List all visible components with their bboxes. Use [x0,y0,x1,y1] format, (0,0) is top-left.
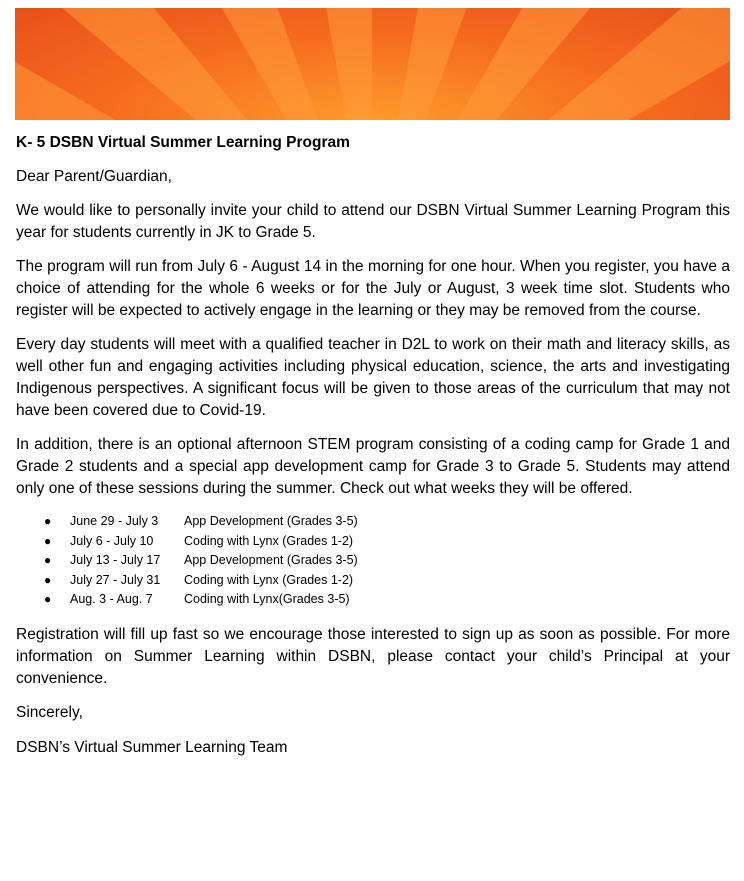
week-program: App Development (Grades 3-5) [184,553,358,567]
signoff: Sincerely, [16,703,83,721]
week-dates: July 6 - July 10 [70,533,154,548]
list-item [44,551,730,571]
bullet-icon: ● [44,514,52,528]
bullet-icon: ● [44,553,52,567]
week-dates: July 13 - July 17 [70,553,161,567]
paragraph-schedule: The program will run from July 6 - August 14 in the morning for one hour. When you register, you have a choice of attending for the whole 6 weeks or for the July or August, 3 week time slot. Students who register will be expected to actively engage in the learning or they may be removed from the course. [16,258,730,319]
bullet-icon: ● [44,533,52,548]
week-dates: Aug. 3 - Aug. 7 [70,592,153,606]
week-program: App Development (Grades 3-5) [184,514,358,528]
paragraph-invitation: We would like to personally invite your child to attend our DSBN Virtual Summer Learning Program this year for students currently in JK to Grade 5. [16,202,730,241]
list-item [44,590,730,610]
list-item [44,532,730,552]
signature: DSBN’s Virtual Summer Learning Team [16,738,288,756]
list-item [44,571,730,591]
paragraph-activities: Every day students will meet with a qualified teacher in D2L to work on their math and literacy skills, as well other fun and engaging activities including physical education, science, the arts and investigating Indigenous perspectives. A significant focus will be given to those areas of the curriculum that may not have been covered due to Covid-19. [16,336,730,419]
paragraph-stem: In addition, there is an optional afternoon STEM program consisting of a coding camp for Grade 1 and Grade 2 students and a special app development camp for Grade 3 to Grade 5. Students may attend only one of these sessions during the summer. Check out what weeks they will be offered. [16,436,730,497]
week-program: Coding with Lynx (Grades 1-2) [184,533,354,548]
week-program: Coding with Lynx(Grades 3-5) [184,592,350,606]
sunburst-graphic [15,8,730,120]
list-item [44,512,730,532]
letter-title: K- 5 DSBN Virtual Summer Learning Program [16,134,350,151]
header-banner [15,8,730,120]
week-program: Coding with Lynx (Grades 1-2) [184,572,354,587]
paragraph-registration: Registration will fill up fast so we encourage those interested to sign up as soon as possible. For more information on Summer Learning within DSBN, please contact your child’s Principal at your convenience. [16,625,730,687]
bullet-icon: ● [44,592,52,606]
weeks-list [16,512,730,610]
week-dates: July 27 - July 31 [70,572,161,587]
week-dates: June 29 - July 3 [70,514,159,528]
bullet-icon: ● [44,572,52,587]
greeting: Dear Parent/Guardian, [16,168,172,185]
letter-body [16,132,730,771]
